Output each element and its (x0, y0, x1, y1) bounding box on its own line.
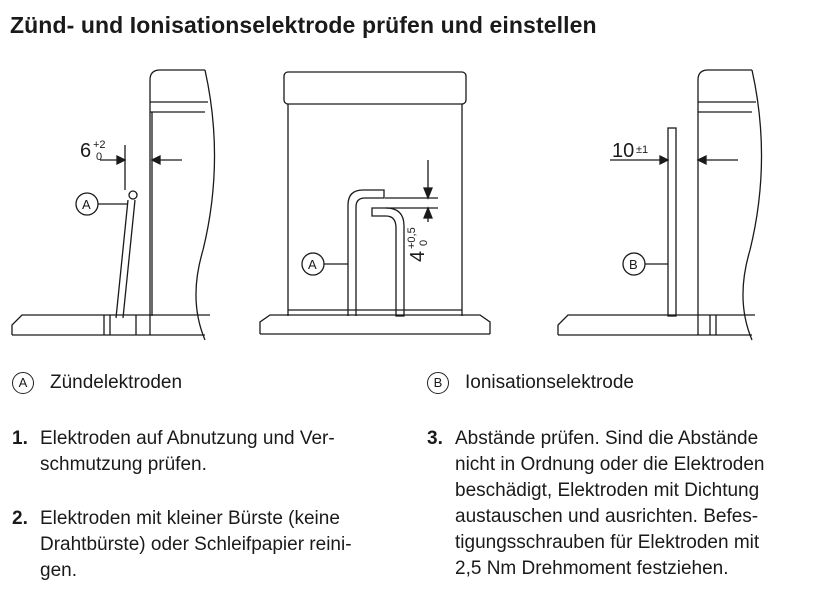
step-3-line-2: nicht in Ordnung oder die Elektroden (455, 454, 765, 475)
step-2-line-2: Drahtbürste) oder Schleifpapier reini- (40, 534, 352, 555)
step-1-line-2: schmutzung prüfen. (40, 454, 207, 475)
dim-right-sup: ±1 (636, 144, 649, 156)
legend-label-b: Ionisationselektrode (465, 372, 634, 393)
step-3-line-1: Abstände prüfen. Sind die Abstände (455, 428, 759, 449)
left-panel (12, 70, 215, 340)
step-2 (12, 506, 412, 584)
dim-middle-sup: +0,5 (406, 227, 418, 249)
step-2-line-1: Elektroden mit kleiner Bürste (keine (40, 508, 340, 529)
right-panel (558, 70, 762, 340)
step-1 (12, 426, 402, 478)
step-3-line-5: tigungsschrauben für Elektroden mit (455, 532, 760, 553)
step-3-number: 3. (427, 428, 443, 449)
legend-marker-a: A (12, 372, 34, 394)
legend-marker-b: B (427, 372, 449, 394)
middle-panel (260, 72, 490, 334)
step-3-line-4: austauschen und ausrichten. Befes- (455, 506, 759, 527)
dim-left-sup: +2 (93, 139, 106, 151)
step-1-number: 1. (12, 428, 28, 449)
step-2-line-3: gen. (40, 560, 77, 581)
step-3-line-6: 2,5 Nm Drehmoment festziehen. (455, 558, 729, 579)
dim-middle-base: 4 (407, 250, 429, 262)
dim-right-base: 10 (612, 140, 635, 162)
dim-middle-sub: 0 (418, 239, 430, 246)
dim-left-sub: 0 (96, 151, 103, 163)
page-title: Zünd- und Ionisationselektrode prüfen und einstellen (10, 12, 597, 38)
step-3-line-3: beschädigt, Elektroden mit Dichtung (455, 480, 760, 501)
dim-left-base: 6 (80, 140, 92, 162)
marker-b-right: B (629, 257, 638, 272)
legend-item-b (427, 372, 634, 394)
marker-a-left: A (82, 197, 91, 212)
step-1-line-1: Elektroden auf Abnutzung und Ver- (40, 428, 335, 449)
step-3 (427, 426, 812, 582)
step-2-number: 2. (12, 508, 28, 529)
legend-label-a: Zündelektroden (50, 372, 183, 393)
marker-a-middle: A (308, 257, 317, 272)
legend-item-a (12, 372, 182, 394)
